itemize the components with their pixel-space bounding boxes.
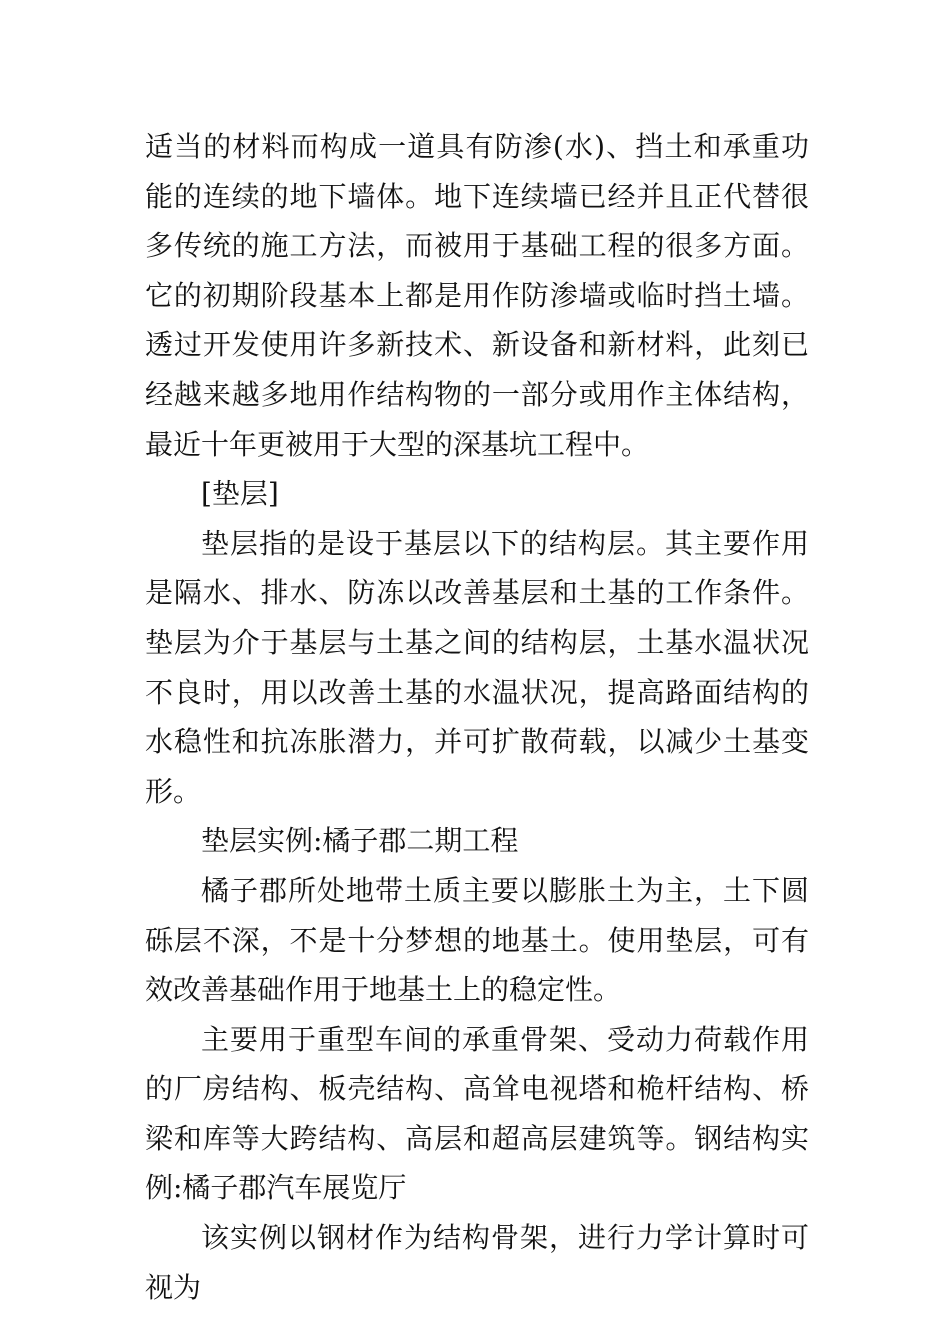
paragraph-diaphragm-wall: 适当的材料而构成一道具有防渗(水)、挡土和承重功能的连续的地下墙体。地下连续墙已经并且正代替很多传统的施工方法，而被用于基础工程的很多方面。它的初期阶段基本上都是用作防渗墙或临时挡土墙。透过开发使用许多新技术、新设备和新材料，此刻已经越来越多地用作结构物的一部分或用作主体结构，最近十年更被用于大型的深基坑工程中。 bbox=[145, 130, 809, 461]
paragraph-cushion-definition: 垫层指的是设于基层以下的结构层。其主要作用是隔水、排水、防冻以改善基层和土基的工作条件。垫层为介于基层与土基之间的结构层，土基水温状况不良时，用以改善土基的水温状况，提高路面结构的水稳性和抗冻胀潜力，并可扩散荷载，以减少土基变形。 bbox=[145, 526, 809, 808]
section-heading-cushion: [垫层] bbox=[201, 477, 279, 511]
document-body bbox=[145, 122, 809, 1312]
paragraph-steel-structure: 主要用于重型车间的承重骨架、受动力荷载作用的厂房结构、板壳结构、高耸电视塔和桅杆结构、桥梁和库等大跨结构、高层和超高层建筑等。钢结构实例:橘子郡汽车展览厅 bbox=[145, 1022, 809, 1205]
paragraph-cushion-example: 橘子郡所处地带土质主要以膨胀土为主，土下圆砾层不深，不是十分梦想的地基土。使用垫层，可有效改善基础作用于地基土上的稳定性。 bbox=[145, 873, 809, 1007]
paragraph-steel-example: 该实例以钢材作为结构骨架，进行力学计算时可视为 bbox=[145, 1221, 809, 1304]
section-heading-cushion-example: 垫层实例:橘子郡二期工程 bbox=[201, 824, 519, 858]
